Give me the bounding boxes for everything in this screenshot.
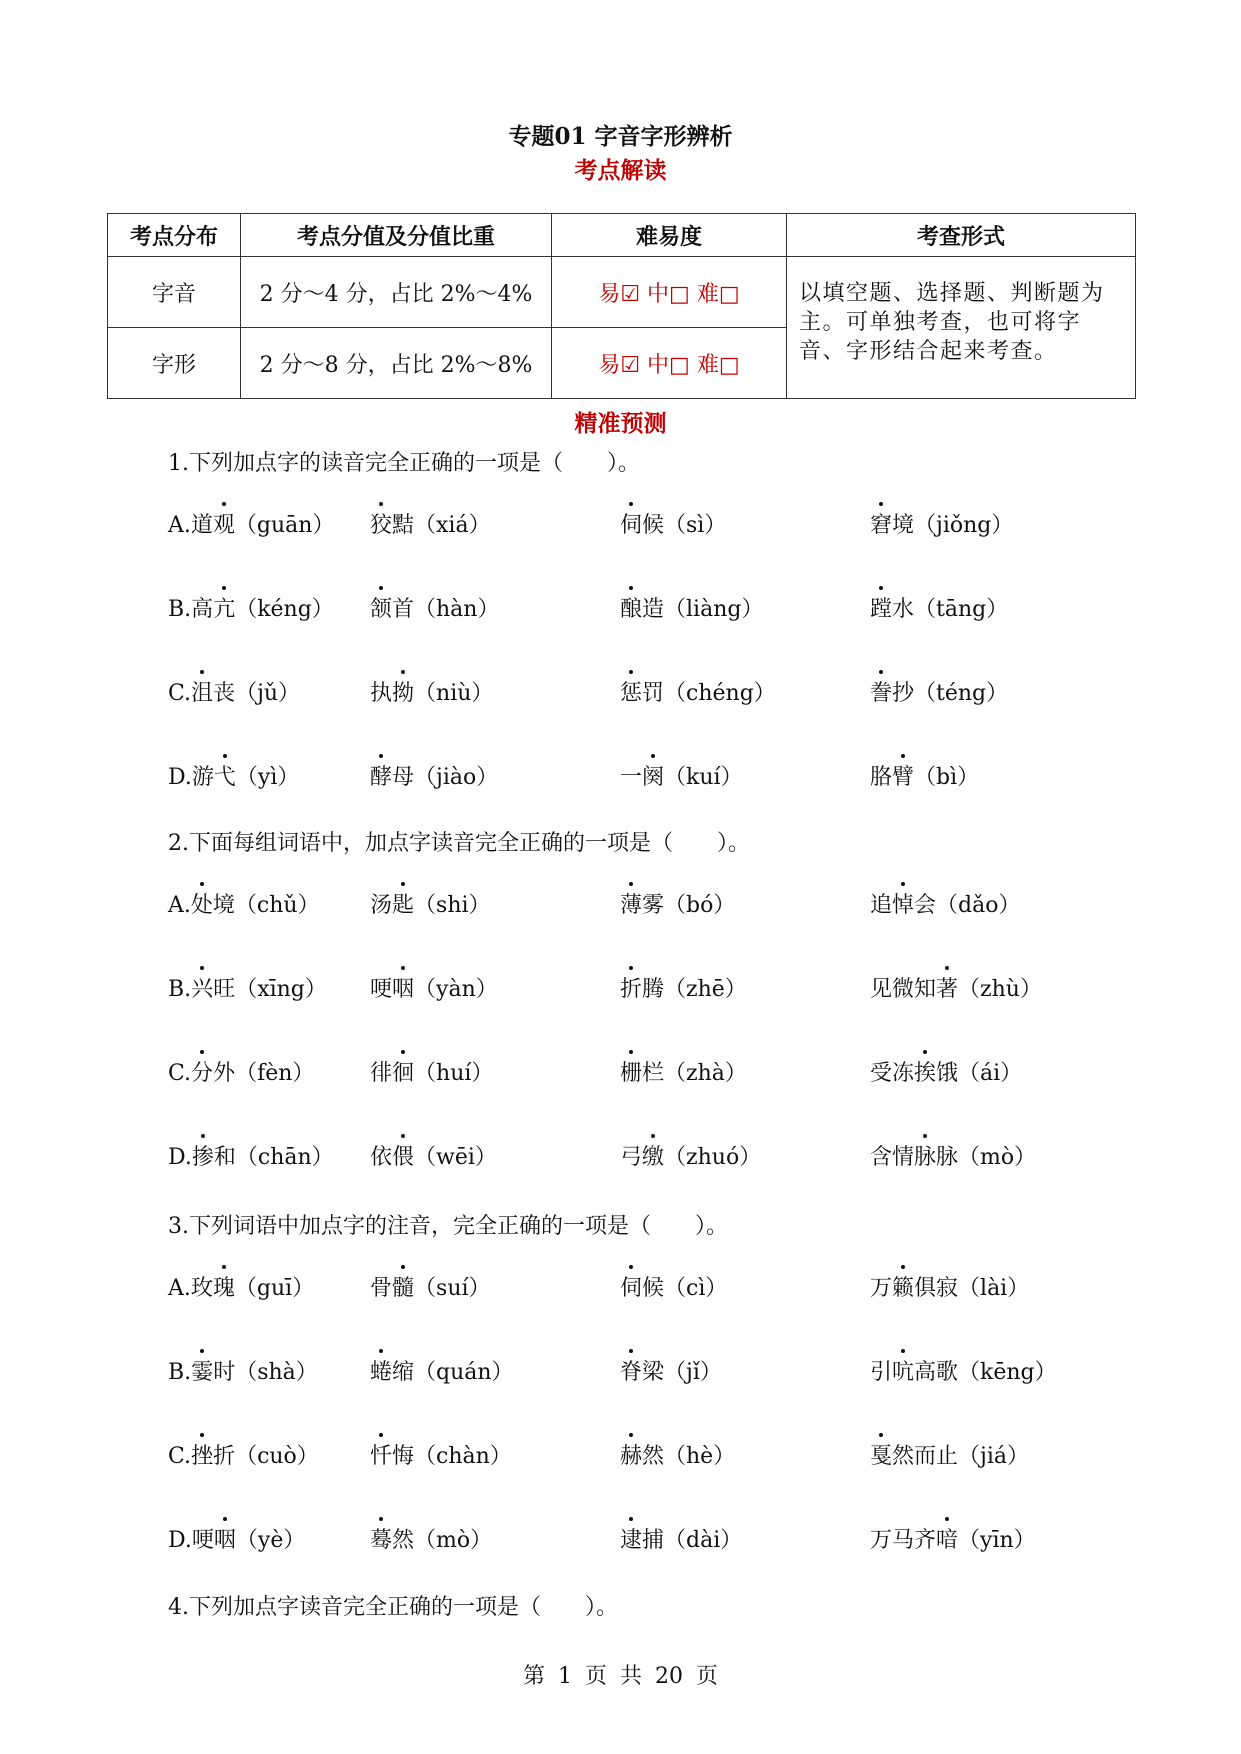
option-word (870, 972, 1042, 1003)
word-text: 游 (191, 765, 214, 790)
word-text: （guān） (234, 513, 335, 538)
word-text: 引 (870, 1360, 893, 1385)
word-text: 俱寂（lài） (914, 1276, 1030, 1301)
option-word (168, 1140, 334, 1171)
dotted-character: 分 (191, 1056, 213, 1087)
option-word (370, 1271, 491, 1302)
option-word (620, 888, 735, 919)
option-word (168, 1523, 305, 1554)
option-label: A. (168, 893, 191, 918)
page-footer: 第 1 页 共 20 页 (523, 1664, 718, 1689)
word-text: （kéng） (235, 597, 334, 622)
exam-point-table (107, 213, 1136, 399)
word-text: 和（chān） (213, 1145, 334, 1170)
dotted-character: 忏 (370, 1439, 392, 1470)
word-text: 丧（jǔ） (213, 681, 301, 706)
option-word (620, 972, 747, 1003)
option-label: B. (168, 977, 192, 1002)
word-text: 骨 (370, 1276, 393, 1301)
option-label: B. (168, 597, 192, 622)
table-header: 考点分值及分值比重 (241, 214, 552, 257)
dotted-character: 吭 (892, 1355, 914, 1386)
dotted-character: 瑰 (213, 1271, 235, 1302)
option-word (370, 1056, 493, 1087)
word-text: 汤 (370, 893, 393, 918)
word-text: 旺（xīng） (213, 977, 327, 1002)
table-row (108, 257, 1136, 328)
dotted-character: 弋 (214, 760, 236, 791)
dotted-character: 偎 (392, 1140, 414, 1171)
topic-cell: 字音 (108, 257, 241, 328)
difficulty-cell: 易☑ 中□ 难□ (552, 257, 787, 328)
dotted-character: 惩 (620, 676, 642, 707)
word-text: 追 (870, 893, 893, 918)
word-text: 首（hàn） (392, 597, 500, 622)
word-text: （shi） (414, 893, 491, 918)
word-text: 依 (370, 1145, 393, 1170)
word-text: 然（hè） (642, 1444, 736, 1469)
answer-option-row (168, 1439, 1088, 1479)
option-word (620, 1140, 761, 1171)
word-text: （suí） (414, 1276, 491, 1301)
option-word (370, 1523, 492, 1554)
option-word (620, 1271, 727, 1302)
word-text: 道 (190, 513, 213, 538)
option-word (168, 1439, 319, 1470)
option-word (620, 1056, 747, 1087)
dotted-character: 徊 (392, 1056, 414, 1087)
option-label: D. (168, 765, 192, 790)
word-text: 抄（téng） (892, 681, 1009, 706)
word-text: 悔（chàn） (392, 1444, 512, 1469)
dotted-character: 挫 (191, 1439, 213, 1470)
word-text: （zhuó） (664, 1145, 762, 1170)
word-text: 候（cì） (642, 1276, 728, 1301)
dotted-character: 咽 (392, 972, 414, 1003)
dotted-character: 戛 (870, 1439, 892, 1470)
word-text: 饿（ái） (936, 1061, 1023, 1086)
word-text: 弓 (620, 1145, 643, 1170)
option-word (168, 1355, 318, 1386)
option-word (370, 1140, 497, 1171)
word-text: （huí） (414, 1061, 494, 1086)
score-cell: 2 分～8 分，占比 2%～8% (241, 328, 552, 399)
dotted-character: 赫 (620, 1439, 642, 1470)
dotted-character: 悼 (892, 888, 914, 919)
dotted-character: 著 (936, 972, 958, 1003)
word-text: 哽 (191, 1528, 214, 1553)
word-text: 徘 (370, 1061, 393, 1086)
word-text: （yīn） (958, 1528, 1036, 1553)
option-word (620, 1355, 722, 1386)
dotted-character: 缴 (642, 1140, 664, 1171)
word-text: （bì） (914, 765, 980, 790)
option-word (168, 888, 320, 919)
word-text: 腾（zhē） (642, 977, 747, 1002)
option-word (870, 1355, 1057, 1386)
dotted-character: 誊 (870, 676, 892, 707)
table-header: 考查形式 (787, 214, 1136, 257)
option-word (870, 676, 1008, 707)
difficulty-cell: 易☑ 中□ 难□ (552, 328, 787, 399)
word-text: （guī） (234, 1276, 315, 1301)
word-text: 见微知 (870, 977, 937, 1002)
option-word (870, 1523, 1036, 1554)
word-text: 胳 (870, 765, 893, 790)
dotted-character: 窘 (870, 508, 892, 539)
option-word (870, 1439, 1029, 1470)
word-text: 万马齐 (870, 1528, 937, 1553)
word-text: 受冻 (870, 1061, 915, 1086)
word-text: 然（mò） (392, 1528, 493, 1553)
answer-option-row (168, 1355, 1088, 1395)
word-text: 玫 (190, 1276, 213, 1301)
dotted-character: 掺 (192, 1140, 214, 1171)
word-text: 时（shà） (213, 1360, 318, 1385)
section-heading-analysis: 考点解读 (574, 157, 667, 184)
dotted-character: 阕 (642, 760, 664, 791)
dotted-character: 喑 (936, 1523, 958, 1554)
option-word (370, 760, 498, 791)
dotted-character: 蓦 (370, 1523, 392, 1554)
answer-option-row (168, 592, 1088, 632)
dotted-character: 薄 (620, 888, 642, 919)
option-word (168, 1056, 314, 1087)
answer-option-row (168, 1140, 1088, 1180)
table-header: 难易度 (552, 214, 787, 257)
score-cell: 2 分～4 分，占比 2%～4% (241, 257, 552, 328)
answer-option-row (168, 508, 1088, 548)
word-text: （yàn） (414, 977, 498, 1002)
answer-option-row (168, 1523, 1088, 1563)
dotted-character: 狡 (370, 508, 392, 539)
dotted-character: 颔 (370, 592, 392, 623)
answer-option-row (168, 676, 1088, 716)
word-text: 折（cuò） (213, 1444, 319, 1469)
dotted-character: 逮 (620, 1523, 642, 1554)
exam-form-cell: 以填空题、选择题、判断题为主。可单独考查，也可将字音、字形结合起来考查。 (787, 257, 1136, 399)
option-word (370, 508, 491, 539)
option-word (168, 676, 300, 707)
dotted-character: 酿 (620, 592, 642, 623)
table-header: 考点分布 (108, 214, 241, 257)
option-word (620, 1439, 735, 1470)
word-text: 然而止（jiá） (892, 1444, 1029, 1469)
answer-option-row (168, 972, 1088, 1012)
question-stem: 4.下列加点字读音完全正确的一项是（ ）。 (168, 1595, 618, 1620)
word-text: 外（fèn） (213, 1061, 315, 1086)
option-label: A. (168, 513, 191, 538)
word-text: 一 (620, 765, 643, 790)
section-heading-prediction: 精准预测 (574, 410, 667, 437)
option-word (370, 888, 491, 919)
word-text: 黠（xiá） (392, 513, 491, 538)
dotted-character: 亢 (213, 592, 235, 623)
option-label: D. (168, 1145, 192, 1170)
page-title: 专题01 字音字形辨析 (508, 123, 733, 150)
option-label: A. (168, 1276, 191, 1301)
dotted-character: 蹚 (870, 592, 892, 623)
option-word (370, 676, 493, 707)
option-word (168, 592, 334, 623)
word-text: 母（jiào） (392, 765, 499, 790)
word-text: 哽 (370, 977, 393, 1002)
word-text: 万 (870, 1276, 893, 1301)
dotted-character: 观 (213, 508, 235, 539)
word-text: 执 (370, 681, 393, 706)
word-text: 高 (191, 597, 214, 622)
option-label: B. (168, 1360, 192, 1385)
word-text: 高歌（kēng） (914, 1360, 1057, 1385)
word-text: 境（jiǒng） (892, 513, 1014, 538)
dotted-character: 处 (191, 888, 213, 919)
word-text: 雾（bó） (642, 893, 736, 918)
word-text: 境（chǔ） (212, 893, 320, 918)
question-stem: 2.下面每组词语中，加点字读音完全正确的一项是（ ）。 (168, 831, 750, 856)
word-text: 造（liàng） (642, 597, 764, 622)
word-text: （yì） (235, 765, 300, 790)
dotted-character: 栅 (620, 1056, 642, 1087)
option-word (370, 972, 498, 1003)
option-word (620, 1523, 742, 1554)
option-word (870, 1140, 1036, 1171)
word-text: （wēi） (414, 1145, 497, 1170)
dotted-character: 籁 (892, 1271, 914, 1302)
option-word (168, 508, 334, 539)
option-word (370, 1439, 512, 1470)
option-word (620, 508, 726, 539)
dotted-character: 拗 (392, 676, 414, 707)
dotted-character: 咽 (214, 1523, 236, 1554)
word-text: 水（tāng） (892, 597, 1009, 622)
word-text: 脉（mò） (936, 1145, 1037, 1170)
word-text: （zhù） (958, 977, 1042, 1002)
dotted-character: 伺 (620, 508, 642, 539)
option-word (168, 972, 327, 1003)
word-text: 梁（jǐ） (642, 1360, 722, 1385)
option-word (620, 676, 776, 707)
word-text: 罚（chéng） (642, 681, 776, 706)
dotted-character: 霎 (191, 1355, 213, 1386)
option-label: C. (168, 1061, 192, 1086)
option-word (370, 592, 499, 623)
word-text: （niù） (414, 681, 494, 706)
dotted-character: 脉 (914, 1140, 936, 1171)
dotted-character: 蜷 (370, 1355, 392, 1386)
dotted-character: 兴 (191, 972, 213, 1003)
answer-option-row (168, 1271, 1088, 1311)
topic-cell: 字形 (108, 328, 241, 399)
dotted-character: 挨 (914, 1056, 936, 1087)
table-header-row (108, 214, 1136, 257)
dotted-character: 沮 (191, 676, 213, 707)
option-word (870, 888, 1020, 919)
word-text: 捕（dài） (642, 1528, 743, 1553)
dotted-character: 脊 (620, 1355, 642, 1386)
option-word (168, 1271, 314, 1302)
word-text: 会（dǎo） (914, 893, 1021, 918)
option-word (870, 508, 1013, 539)
option-label: D. (168, 1528, 192, 1553)
dotted-character: 伺 (620, 1271, 642, 1302)
option-label: C. (168, 1444, 192, 1469)
option-word (870, 760, 979, 791)
dotted-character: 臂 (892, 760, 914, 791)
word-text: 缩（quán） (392, 1360, 514, 1385)
dotted-character: 折 (620, 972, 642, 1003)
question-stem: 1.下列加点字的读音完全正确的一项是（ ）。 (168, 451, 640, 476)
answer-option-row (168, 888, 1088, 928)
option-word (870, 1056, 1022, 1087)
word-text: 含情 (870, 1145, 915, 1170)
answer-option-row (168, 760, 1088, 800)
question-stem: 3.下列词语中加点字的注音，完全正确的一项是（ ）。 (168, 1214, 728, 1239)
dotted-character: 匙 (392, 888, 414, 919)
option-word (870, 592, 1008, 623)
answer-option-row (168, 1056, 1088, 1096)
word-text: 栏（zhà） (642, 1061, 747, 1086)
option-word (870, 1271, 1029, 1302)
word-text: 候（sì） (642, 513, 727, 538)
word-text: （kuí） (664, 765, 743, 790)
dotted-character: 酵 (370, 760, 392, 791)
option-word (620, 592, 763, 623)
option-word (370, 1355, 514, 1386)
option-label: C. (168, 681, 192, 706)
dotted-character: 髓 (392, 1271, 414, 1302)
option-word (168, 760, 299, 791)
word-text: （yè） (235, 1528, 306, 1553)
option-word (620, 760, 743, 791)
